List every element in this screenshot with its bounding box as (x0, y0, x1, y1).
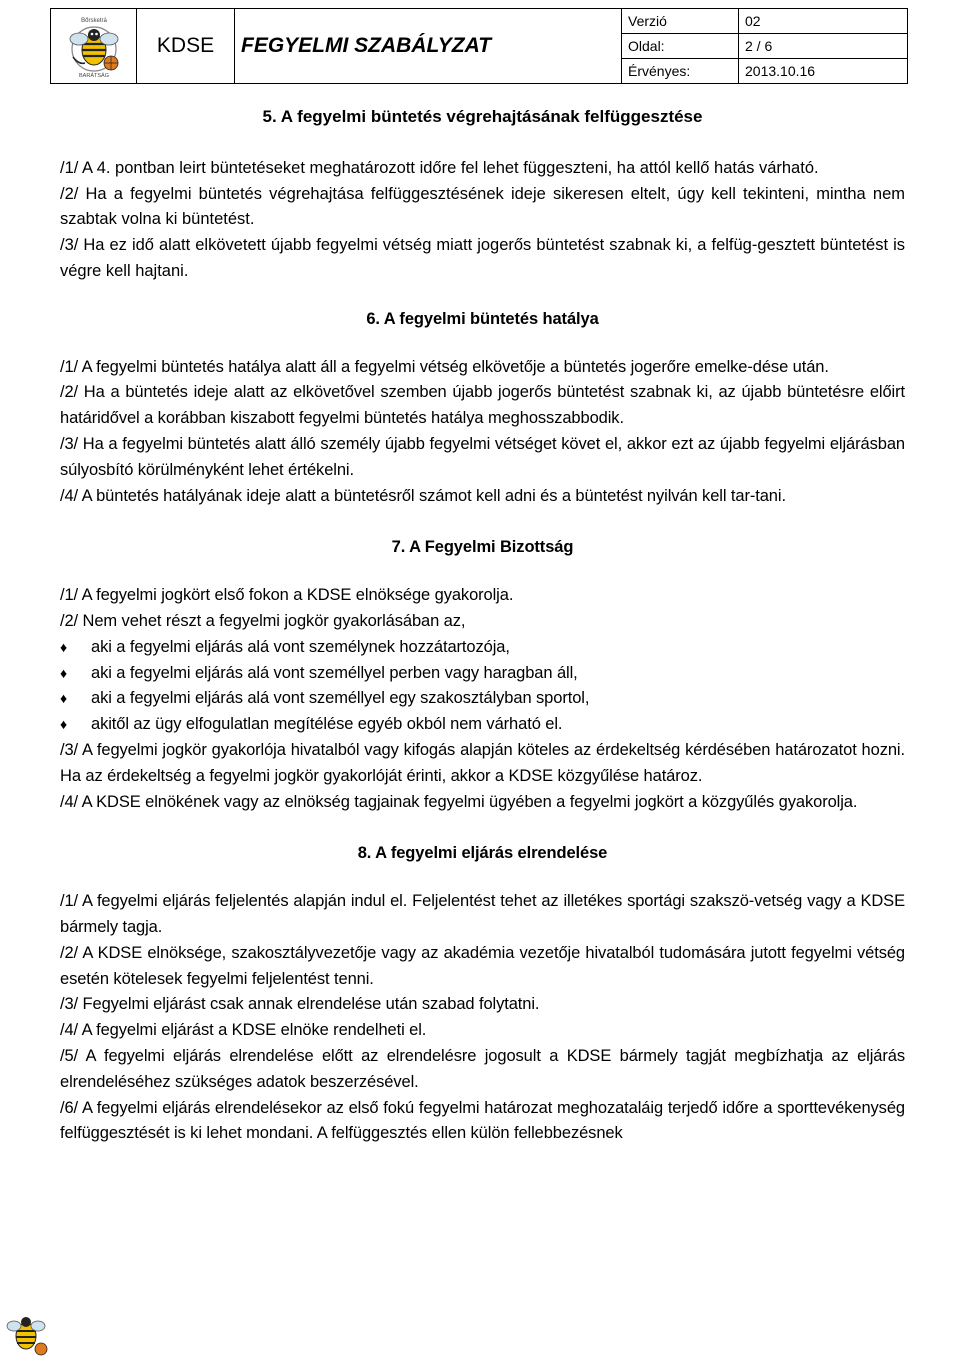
section-6-paragraph: /4/ A büntetés hatályának ideje alatt a büntetésről számot kell adni és a büntetést nyilván kell tar-tani. (60, 486, 786, 505)
valid-label: Érvényes: (622, 59, 739, 83)
diamond-bullet-icon: ♦ (60, 690, 68, 707)
document-meta (622, 9, 908, 84)
section-5-title: 5. A fegyelmi büntetés végrehajtásának felfüggesztése (262, 107, 703, 126)
list-item: ♦ akitől az ügy elfogulatlan megítélése egyéb okból nem várható el. (60, 712, 905, 738)
org-code: KDSE (137, 9, 235, 84)
section-6-paragraph: /3/ Ha a fegyelmi büntetés alatt álló személy újabb fegyelmi vétséget követ el, akkor ezt az újabb fegyelmi eljárásban súlyosbító körülményként lehet értékelni. (60, 434, 905, 479)
document-header (50, 8, 908, 84)
diamond-bullet-icon: ♦ (60, 716, 68, 733)
section-8-paragraph: /5/ A fegyelmi eljárás elrendelése előtt az elrendelésre jogosult a KDSE bármely tagját megbízhatja az eljárás elrendeléséhez szükséges adatok beszerzésével. (60, 1046, 905, 1091)
valid-value: 2013.10.16 (745, 63, 816, 80)
section-7-paragraph: /1/ A fegyelmi jogkört első fokon a KDSE elnöksége gyakorolja. (60, 586, 514, 605)
section-7-paragraph: /3/ A fegyelmi jogkör gyakorlója hivatalból vagy kifogás alapján köteles az érdekeltség kérdésében határozatot hozni. Ha az érdekeltség a fegyelmi jogkör gyakorlóját érinti, akkor a KDSE közgyűlése határoz. (60, 740, 905, 785)
document-body (60, 104, 905, 1147)
section-8-paragraph: /4/ A fegyelmi eljárást a KDSE elnöke rendelheti el. (60, 1021, 427, 1040)
page-label: Oldal: (622, 33, 739, 58)
list-item: ♦ aki a fegyelmi eljárás alá vont személlyel perben vagy haragban áll, (60, 661, 905, 687)
diamond-bullet-icon: ♦ (60, 638, 68, 655)
section-5-paragraph: /1/ A 4. pontban leirt büntetéseket meghatározott időre fel lehet függeszteni, ha attól kellő hatás várható. (60, 158, 819, 177)
document-title: FEGYELMI SZABÁLYZAT (235, 9, 622, 84)
exclusion-list (60, 635, 905, 738)
svg-text:BARÁTSÁG: BARÁTSÁG (78, 73, 109, 79)
section-6-title: 6. A fegyelmi büntetés hatálya (366, 309, 599, 328)
version-label: Verzió (622, 9, 739, 33)
section-7-title: 7. A Fegyelmi Bizottság (391, 538, 574, 557)
list-item: ♦ aki a fegyelmi eljárás alá vont személynek hozzátartozója, (60, 635, 905, 661)
section-8-paragraph: /3/ Fegyelmi eljárást csak annak elrendelése után szabad folytatni. (60, 995, 540, 1014)
footer-logo-icon (0, 1300, 56, 1366)
svg-text:Bőrsketrá: Bőrsketrá (80, 18, 107, 24)
section-8-paragraph: /2/ A KDSE elnöksége, szakosztályvezetője vagy az akadémia vezetője hivatalból tudomására jutott fegyelmi vétség esetén kötelesek fegyelmi feljelentést tenni. (60, 943, 905, 988)
section-6-paragraph: /2/ Ha a büntetés ideje alatt az elkövetővel szemben újabb jogerős büntetést szabnak ki, az újabb büntetésre előirt határidővel a korábban kiszabott fegyelmi büntetés hatálya meghosszabbodik. (60, 383, 905, 428)
section-8-paragraph: /6/ A fegyelmi eljárás elrendelésekor az első fokú fegyelmi határozat meghozataláig terjedő időre a sporttevékenység felfüggesztését is ki lehet mondani. A felfüggesztés ellen külön fellebbezésnek (60, 1098, 905, 1143)
section-8-title: 8. A fegyelmi eljárás elrendelése (357, 844, 608, 863)
section-8-paragraph: /1/ A fegyelmi eljárás feljelentés alapján indul el. Feljelentést tehet az illetékes sportági szakszö-vetség vagy a KDSE bármely tagja. (60, 892, 905, 936)
diamond-bullet-icon: ♦ (60, 664, 68, 681)
page-value: 2 / 6 (739, 33, 908, 58)
section-5-paragraph: /2/ Ha a fegyelmi büntetés végrehajtása felfüggesztésének ideje sikeresen eltelt, úgy kell tekinteni, mintha nem szabtak volna ki büntetést. (60, 184, 905, 229)
section-7-paragraph: /2/ Nem vehet részt a fegyelmi jogkör gyakorlásában az, (60, 611, 466, 630)
logo-cell (51, 9, 137, 84)
list-item: ♦ aki a fegyelmi eljárás alá vont személlyel egy szakosztályban sportol, (60, 686, 905, 712)
section-6-paragraph: /1/ A fegyelmi büntetés hatálya alatt áll a fegyelmi vétség elkövetője a büntetés jogerőre emelke-dése után. (60, 357, 829, 376)
club-logo-icon (59, 13, 129, 79)
version-value: 02 (739, 9, 908, 33)
section-7-paragraph: /4/ A KDSE elnökének vagy az elnökség tagjainak fegyelmi ügyében a fegyelmi jogkört a közgyűlés gyakorolja. (60, 792, 858, 811)
section-5-paragraph: /3/ Ha ez idő alatt elkövetett újabb fegyelmi vétség miatt jogerős büntetést szabnak ki, a felfüg-gesztett büntetést is végre kell hajtani. (60, 236, 905, 280)
